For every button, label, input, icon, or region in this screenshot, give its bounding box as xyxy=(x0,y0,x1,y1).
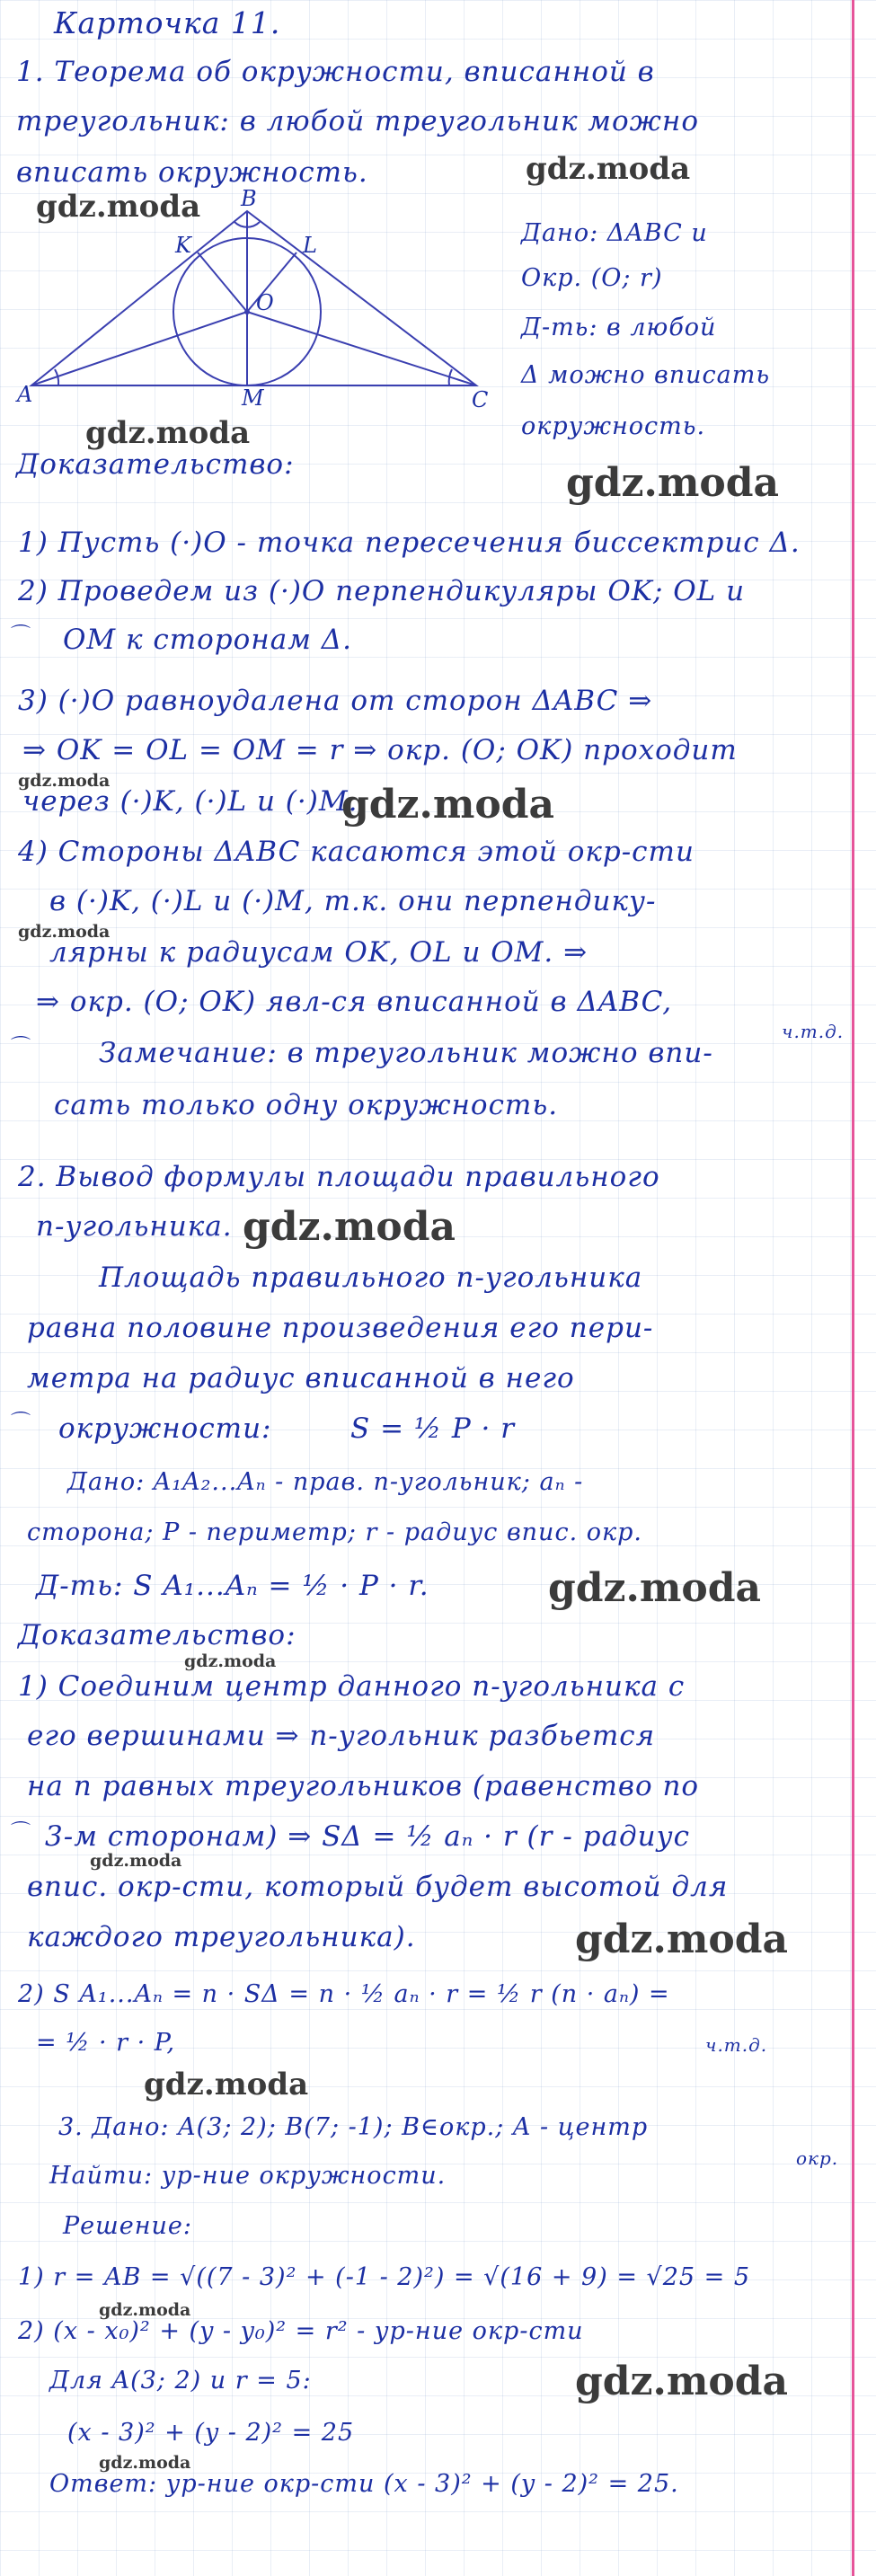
margin-tick: ⌒ xyxy=(11,1821,31,1844)
task2-line: каждого треугольника). xyxy=(27,1921,416,1953)
task2-proof-heading: Доказательство: xyxy=(18,1619,296,1651)
watermark: gdz.moda xyxy=(526,151,691,187)
task2-line: 2. Вывод формулы площади правильного xyxy=(18,1161,660,1193)
label-m: M xyxy=(242,385,264,411)
task1-step: 3) (·)O равноудалена от сторон ΔABC ⇒ xyxy=(18,685,653,717)
label-k: K xyxy=(175,233,191,258)
task2-line: = ½ · r · P, xyxy=(36,2029,176,2057)
task1-line-1: 1. Теорема об окружности, вписанной в xyxy=(16,56,655,88)
page-margin-line xyxy=(852,0,854,2576)
margin-tick: ⌒ xyxy=(11,1412,31,1434)
task1-prove-2: Δ можно вписать xyxy=(521,361,771,389)
watermark: gdz.moda xyxy=(36,189,201,225)
task1-given-2: Окр. (O; r) xyxy=(521,264,663,292)
watermark: gdz.moda xyxy=(18,922,111,942)
task1-qed: ч.т.д. xyxy=(782,1021,845,1042)
task3-line: окр. xyxy=(796,2147,839,2169)
task1-step: OM к сторонам Δ. xyxy=(63,624,353,656)
watermark: gdz.moda xyxy=(243,1204,456,1250)
task2-qed: ч.т.д. xyxy=(705,2034,768,2056)
task3-line: Для A(3; 2) и r = 5: xyxy=(49,2367,312,2395)
task2-line: окружности: xyxy=(58,1412,272,1445)
task2-line: его вершинами ⇒ n-угольник разбьется xyxy=(27,1720,656,1752)
task2-line: 1) Соединим центр данного n-угольника с xyxy=(18,1670,686,1703)
card-title: Карточка 11. xyxy=(54,5,281,40)
task3-answer: Ответ: ур-ние окр-сти (x - 3)² + (y - 2)² = 25. xyxy=(49,2470,679,2498)
task2-line: Площадь правильного n-угольника xyxy=(99,1261,643,1294)
task1-step: в (·)K, (·)L и (·)M, т.к. они перпендику- xyxy=(49,885,657,917)
watermark: gdz.moda xyxy=(90,1851,182,1871)
watermark: gdz.moda xyxy=(85,415,251,451)
task2-line: равна половине произведения его пери- xyxy=(27,1312,654,1344)
task1-prove-3: окружность. xyxy=(521,412,706,440)
task2-line: Дано: A₁A₂...Aₙ - прав. n-угольник; aₙ - xyxy=(67,1468,584,1496)
task1-prove-1: Д-ть: в любой xyxy=(521,314,717,341)
watermark: gdz.moda xyxy=(575,1917,789,1962)
task1-step: ⇒ окр. (O; OK) явл-ся вписанной в ΔABC, xyxy=(36,986,673,1018)
task2-line: метра на радиус вписанной в него xyxy=(27,1362,575,1394)
label-c: C xyxy=(472,387,489,412)
label-l: L xyxy=(303,233,317,258)
task2-line: на n равных треугольников (равенство по xyxy=(27,1770,700,1802)
task2-line: 3-м сторонам) ⇒ SΔ = ½ aₙ · r (r - радиус xyxy=(45,1820,690,1853)
watermark: gdz.moda xyxy=(99,2453,191,2473)
task1-line-2: треугольник: в любой треугольник можно xyxy=(16,105,699,137)
task3-line: 3. Дано: A(3; 2); B(7; -1); B∈окр.; A - центр xyxy=(58,2113,649,2141)
task1-step: 4) Стороны ΔABC касаются этой окр-сти xyxy=(18,836,695,868)
margin-tick: ⌒ xyxy=(11,624,31,647)
task1-step: ⇒ OK = OL = OM = r ⇒ окр. (O; OK) проходит xyxy=(22,734,738,766)
task3-line: Решение: xyxy=(63,2212,192,2240)
radius-ok xyxy=(198,252,247,312)
task2-line: Д-ть: S A₁...Aₙ = ½ · P · r. xyxy=(36,1570,429,1602)
task1-step: 2) Проведем из (·)O перпендикуляры OK; OL и xyxy=(18,575,746,607)
task1-step: лярны к радиусам OK, OL и OM. ⇒ xyxy=(49,936,588,969)
task1-proof-heading: Доказательство: xyxy=(16,448,295,481)
task2-line: n-угольника. xyxy=(36,1210,233,1243)
watermark: gdz.moda xyxy=(341,782,555,828)
task1-step: 1) Пусть (·)O - точка пересечения биссектрис Δ. xyxy=(18,527,801,559)
watermark: gdz.moda xyxy=(575,2359,789,2404)
watermark: gdz.moda xyxy=(99,2300,191,2320)
task1-step: через (·)K, (·)L и (·)M. xyxy=(22,785,358,818)
watermark: gdz.moda xyxy=(548,1565,762,1611)
bisector-c xyxy=(247,312,476,385)
margin-tick: ⌒ xyxy=(11,1036,31,1058)
task2-line: впис. окр-сти, который будет высотой для xyxy=(27,1871,729,1903)
watermark: gdz.moda xyxy=(566,460,780,506)
bisector-a xyxy=(31,312,247,385)
watermark: gdz.moda xyxy=(144,2067,309,2102)
label-a: A xyxy=(17,382,33,407)
watermark: gdz.moda xyxy=(184,1651,277,1671)
task3-line: 2) (x - x₀)² + (y - y₀)² = r² - ур-ние окр-сти xyxy=(18,2317,584,2345)
task1-step: Замечание: в треугольник можно впи- xyxy=(99,1037,713,1069)
triangle-incircle-figure xyxy=(17,186,490,412)
label-b: B xyxy=(241,186,257,211)
task1-given-1: Дано: ΔABC и xyxy=(521,219,708,247)
label-o: O xyxy=(256,290,274,315)
triangle-abc xyxy=(31,211,476,385)
task2-line: сторона; P - периметр; r - радиус впис. окр. xyxy=(27,1518,642,1546)
task3-line: Найти: ур-ние окружности. xyxy=(49,2162,447,2190)
task2-formula: S = ½ P · r xyxy=(350,1412,516,1445)
task3-line: (x - 3)² + (y - 2)² = 25 xyxy=(67,2419,355,2447)
task2-line: 2) S A₁...Aₙ = n · SΔ = n · ½ aₙ · r = ½ r (n · aₙ) = xyxy=(18,1980,670,2008)
watermark: gdz.moda xyxy=(18,771,111,791)
task1-line-3: вписать окружность. xyxy=(16,156,368,189)
task3-line: 1) r = AB = √((7 - 3)² + (-1 - 2)²) = √(16 + 9) = √25 = 5 xyxy=(18,2263,751,2291)
task1-step: сать только одну окружность. xyxy=(54,1089,559,1121)
center-point xyxy=(244,309,250,314)
